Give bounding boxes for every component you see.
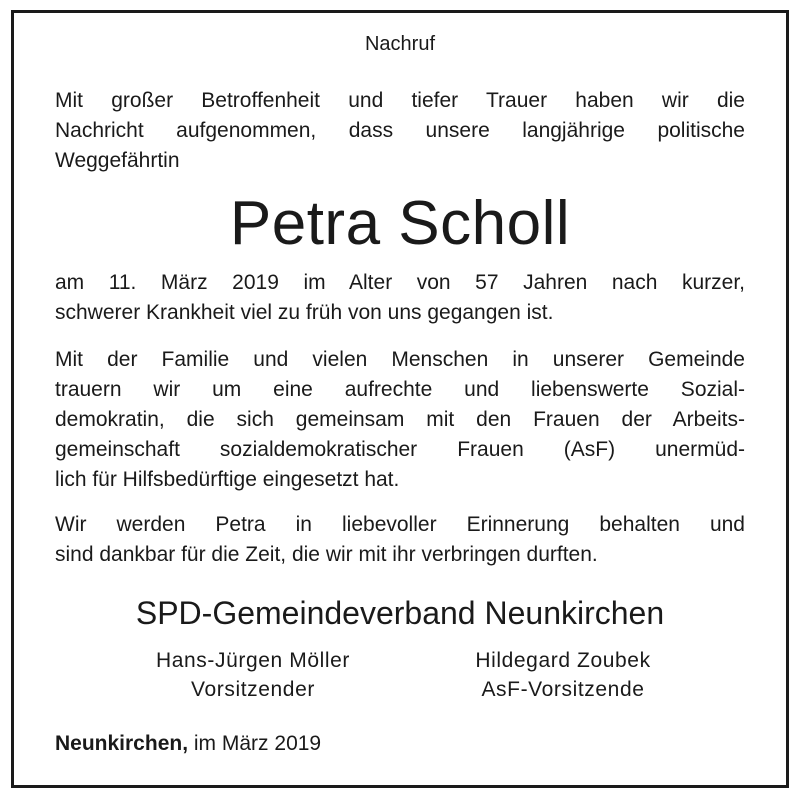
intro-line: Weggefährtin [55,149,180,172]
community-line: trauern wir um eine aufrechte und liebenswerte Sozial- [55,378,745,401]
signatory-1 [103,646,403,704]
place-date [55,730,321,758]
community-line: Mit der Familie und vielen Menschen in unserer Gemeinde [55,348,745,371]
signatory-name: Hildegard Zoubek [475,649,651,672]
notice-heading: Nachruf [364,33,436,55]
date: im März 2019 [193,732,322,755]
memory-line: Wir werden Petra in liebevoller Erinnerung behalten und [55,513,745,536]
signatory-role: Vorsitzender [191,678,315,701]
death-line: am 11. März 2019 im Alter von 57 Jahren nach kurzer, [55,271,745,294]
place: Neunkirchen, [55,732,189,755]
community-line: gemeinschaft sozialdemokratischer Frauen (AsF) unermüd- [55,438,745,461]
intro-line: Nachricht aufgenommen, dass unsere langjährige politische [55,119,745,142]
signatory-role: AsF-Vorsitzende [481,678,645,701]
deceased-name: Petra Scholl [229,189,571,258]
memory-line: sind dankbar für die Zeit, die wir mit ihr verbringen durften. [55,543,598,566]
death-line: schwerer Krankheit viel zu früh von uns gegangen ist. [55,301,554,324]
memory-paragraph [55,510,745,570]
community-line: lich für Hilfsbedürftige eingesetzt hat. [55,468,400,491]
intro-paragraph [55,86,745,176]
organization-name: SPD-Gemeindeverband Neunkirchen [135,595,665,631]
signatory-name: Hans-Jürgen Möller [155,649,351,672]
death-paragraph [55,268,745,328]
signatory-2 [413,646,713,704]
community-paragraph [55,345,745,495]
intro-line: Mit großer Betroffenheit und tiefer Trauer haben wir die [55,89,745,112]
community-line: demokratin, die sich gemeinsam mit den Frauen der Arbeits- [55,408,745,431]
